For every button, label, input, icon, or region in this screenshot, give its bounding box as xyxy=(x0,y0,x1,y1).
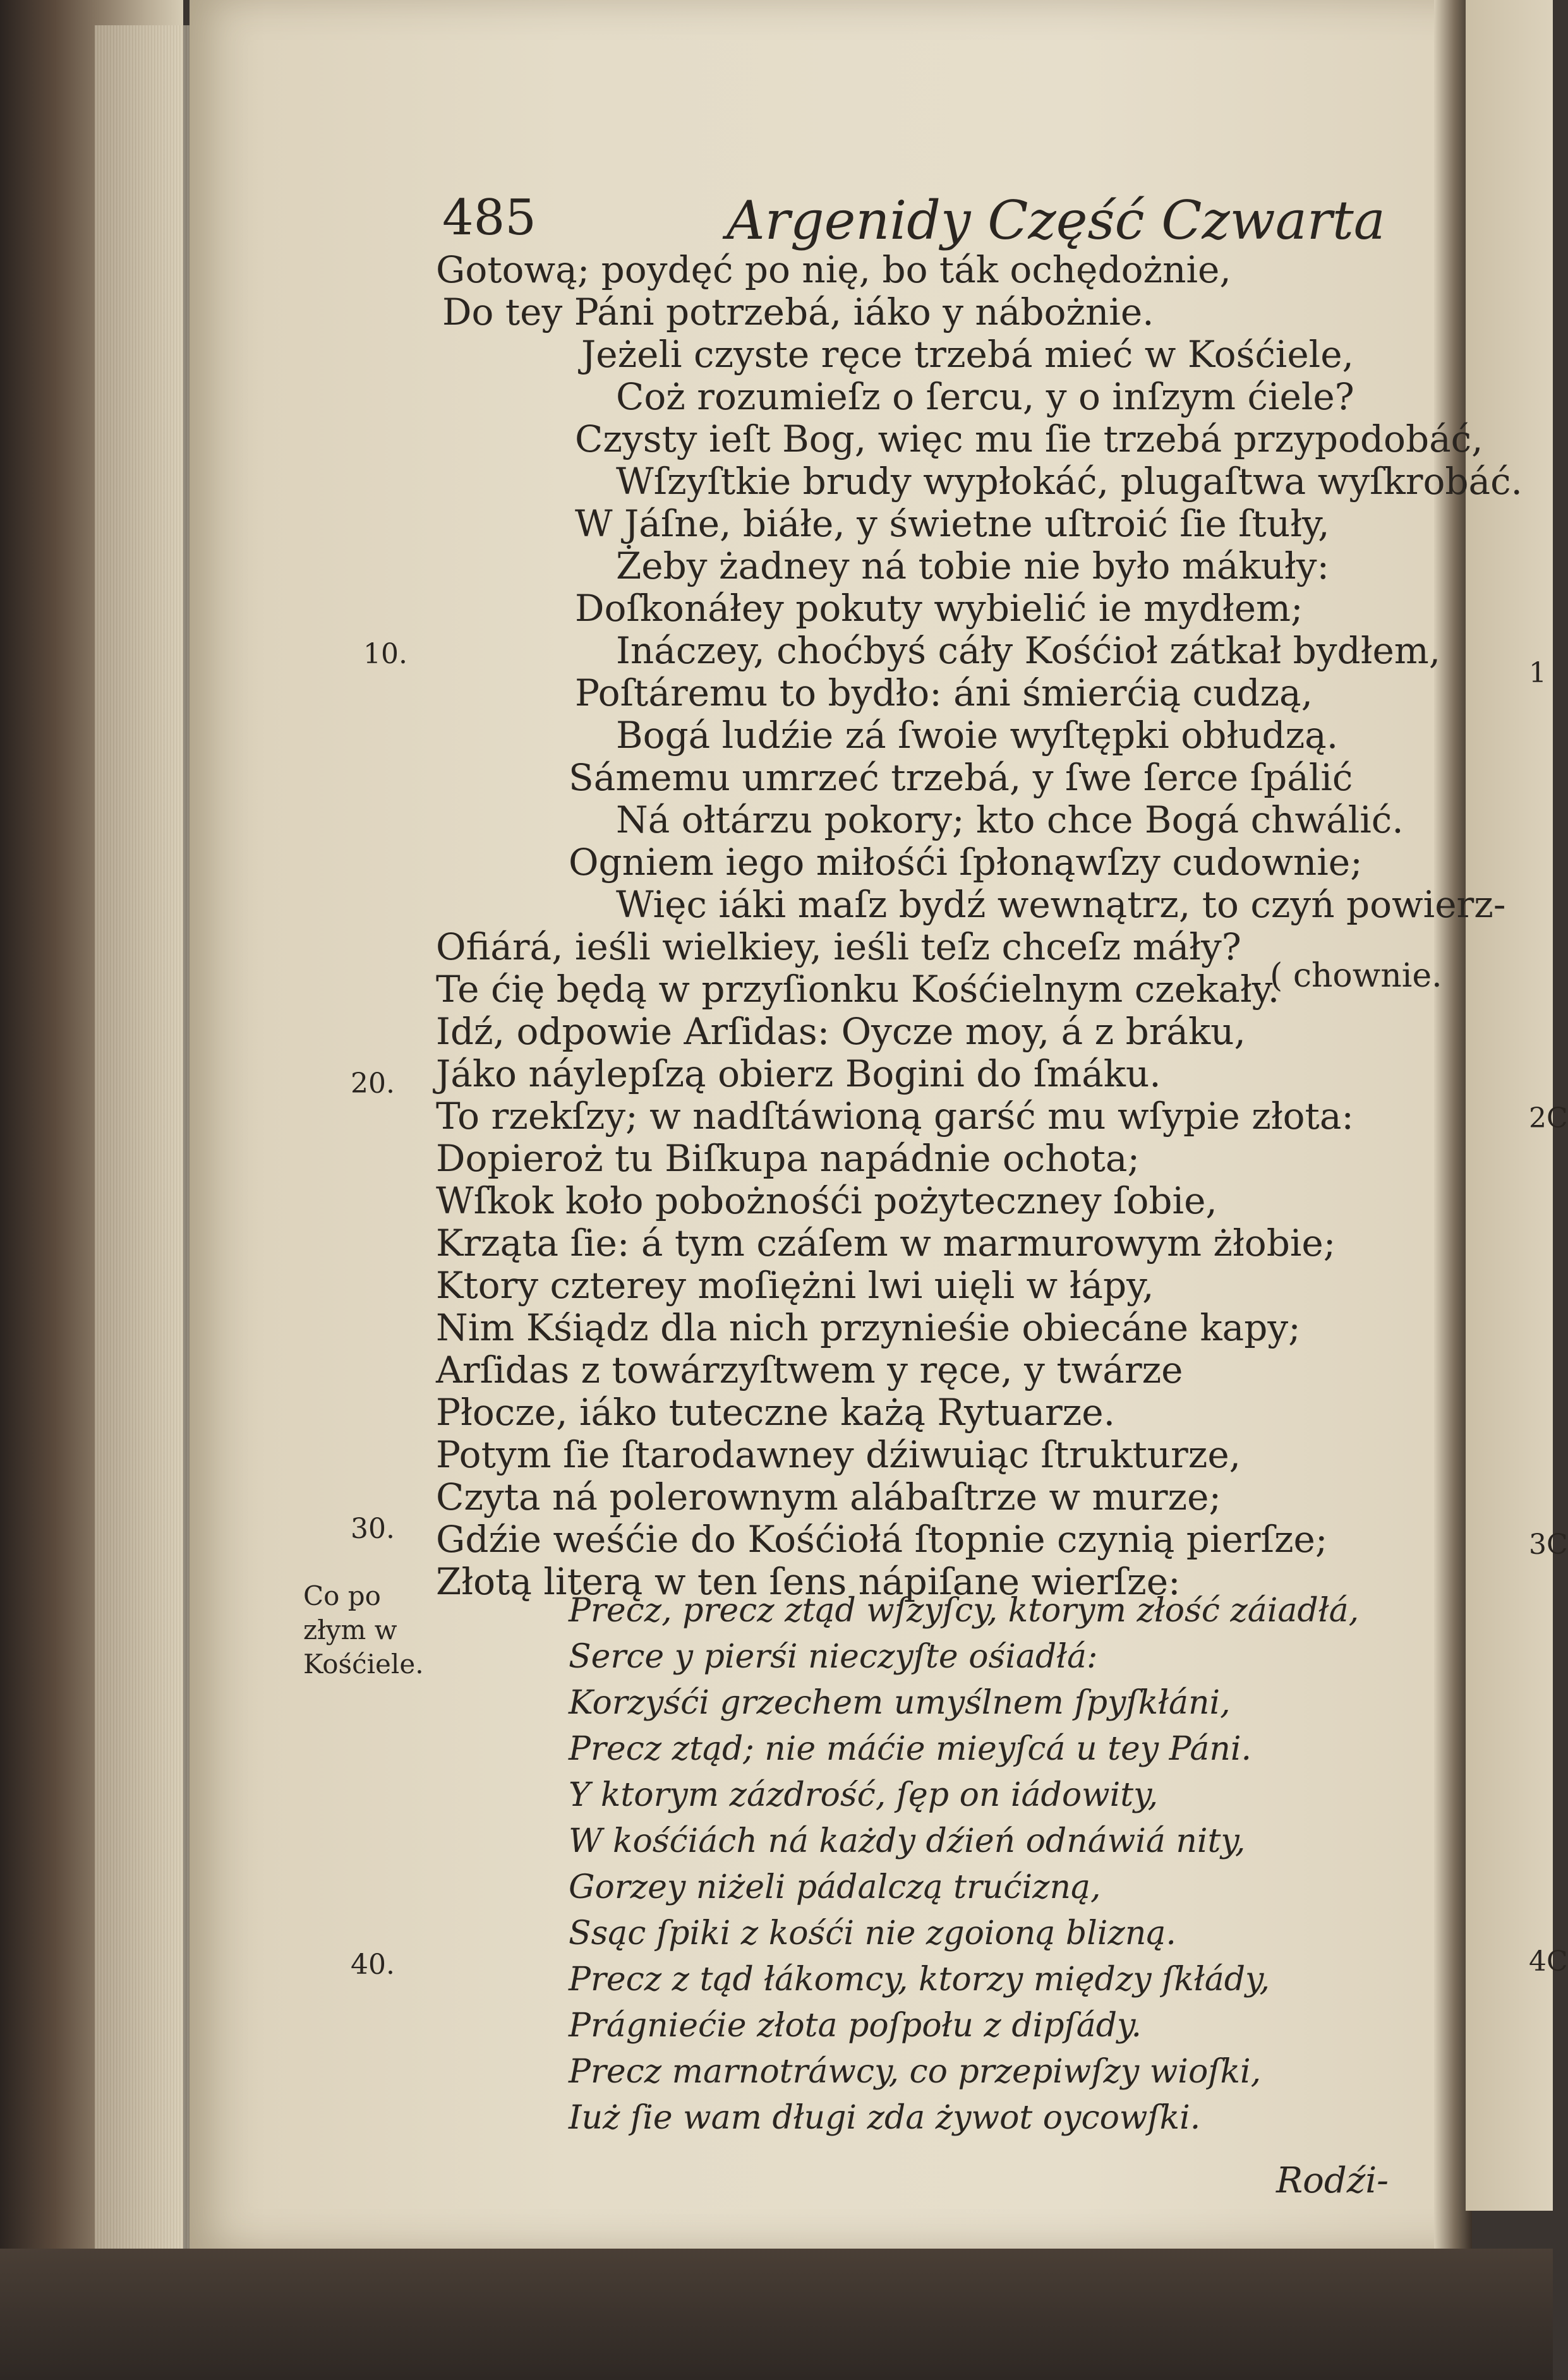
poem-line: Więc iáki maſz bydź wewnątrz, to czyń powierz- xyxy=(616,883,1506,926)
poem-line: Ináczey, choćbyś cáły Kośćioł zátkał bydłem, xyxy=(616,629,1441,672)
marginal-note xyxy=(303,1579,424,1681)
poem-line: Czyta ná polerownym alábaſtrze w murze; xyxy=(436,1475,1221,1518)
page-edges xyxy=(95,25,202,2274)
next-page-line-number: 4C xyxy=(1529,1945,1568,1978)
poem-line: Złotą literą w ten ſens nápiſane wierſze: xyxy=(436,1560,1181,1603)
line-number: 40. xyxy=(351,1949,395,1981)
inscription-line: Serce y pierśi nieczyſte ośiadłá: xyxy=(569,1638,1098,1676)
running-title: Argenidy Część Czwarta xyxy=(727,189,1385,251)
line-continuation: ( chownie. xyxy=(1270,957,1442,995)
next-page-line-number: 3C xyxy=(1529,1529,1568,1561)
poem-line: Wſkok koło pobożnośći pożyteczney ſobie, xyxy=(436,1179,1217,1222)
poem-line: Potym ſie ſtarodawney dźiwuiąc ſtrukturze, xyxy=(436,1433,1241,1476)
poem-line: Gdźie weśćie do Kośćiołá ſtopnie czynią pierſze; xyxy=(436,1518,1328,1561)
poem-line: Czysty ieſt Bog, więc mu ſie trzebá przypodobáć, xyxy=(575,418,1483,460)
poem-line: Wſzyſtkie brudy wypłokáć, plugaſtwa wyſkrobáć. xyxy=(616,460,1523,503)
poem-line: W Jáſne, biáłe, y świetne uſtroić ſie ſtuły, xyxy=(575,502,1330,545)
inscription-line: W kośćiách ná każdy dźień odnáwiá nity, xyxy=(569,1822,1246,1860)
poem-line: Do tey Páni potrzebá, iáko y nábożnie. xyxy=(442,291,1154,334)
line-number: 30. xyxy=(351,1513,395,1545)
poem-line: Arſidas z towárzyſtwem y ręce, y twárze xyxy=(436,1349,1183,1391)
inscription-line: Precz z tąd łákomcy, ktorzy między ſkłády, xyxy=(569,1961,1270,1998)
poem-line: Poſtáremu to bydło: áni śmierćią cudzą, xyxy=(575,671,1313,714)
inscription-line: Precz ztąd; nie máćie mieyſcá u tey Páni. xyxy=(569,1730,1251,1768)
poem-line: Ofiárá, ieśli wielkiey, ieśli teſz chceſz máły? xyxy=(436,925,1241,968)
inscription-line: Precz, precz ztąd wſzyſcy, ktorym złość záiadłá, xyxy=(569,1592,1360,1630)
poem-line: Ogniem iego miłośći ſpłonąwſzy cudownie; xyxy=(569,841,1363,884)
poem-line: Idź, odpowie Arſidas: Oycze moy, á z bráku, xyxy=(436,1010,1246,1053)
inscription-line: Ssąc ſpiki z kośći nie zgoioną blizną. xyxy=(569,1914,1176,1952)
poem-line: Ná ołtárzu pokory; kto chce Bogá chwálić. xyxy=(616,798,1404,841)
poem-line: Nim Kśiądz dla nich przynieśie obiecáne kapy; xyxy=(436,1306,1301,1349)
scan-background xyxy=(0,2249,1553,2380)
marginal-note-line: Kośćiele. xyxy=(303,1649,424,1680)
inscription-line: Korzyśći grzechem umyślnem ſpyſkłáni, xyxy=(569,1684,1231,1722)
line-number: 10. xyxy=(363,638,407,670)
poem-line: Ktory czterey moſiężni lwi uięli w łápy, xyxy=(436,1264,1154,1307)
poem-line: Te ćię będą w przyſionku Kośćielnym czekały. xyxy=(436,968,1280,1011)
inscription-line: Y ktorym zázdrość, ſęp on iádowity, xyxy=(569,1776,1159,1814)
poem-line: Bogá ludźie zá ſwoie wyſtępki obłudzą. xyxy=(616,714,1339,757)
page-number: 485 xyxy=(442,189,536,246)
poem-line: Krząta ſie: á tym czáſem w marmurowym żłobie; xyxy=(436,1222,1336,1265)
poem-line: To rzekſzy; w nadſtáwioną garść mu wſypie złota: xyxy=(436,1095,1354,1138)
poem-line: Gotową; poydęć po nię, bo ták ochędożnie, xyxy=(436,248,1231,291)
inscription-line: Prágniećie złota poſpołu z dipſády. xyxy=(569,2007,1142,2045)
poem-line: Sámemu umrzeć trzebá, y ſwe ſerce ſpálić xyxy=(569,756,1353,799)
poem-line: Coż rozumieſz o ſercu, y o inſzym ćiele? xyxy=(616,375,1354,418)
poem-line: Żeby żadney ná tobie nie było mákuły: xyxy=(616,544,1330,587)
inscription-line: Precz marnotráwcy, co przepiwſzy wioſki, xyxy=(569,2053,1262,2091)
marginal-note-line: Co po xyxy=(303,1580,381,1611)
poem-line: Dopieroż tu Biſkupa napádnie ochota; xyxy=(436,1137,1140,1180)
marginal-note-line: złym w xyxy=(303,1614,397,1645)
inscription-line: Gorzey niżeli pádalczą trućizną, xyxy=(569,1868,1101,1906)
inscription-line: Iuż ſie wam długi zda żywot oycowſki. xyxy=(569,2099,1201,2137)
poem-line: Płocze, iáko tuteczne każą Rytuarze. xyxy=(436,1391,1116,1434)
catchword: Rodźi- xyxy=(1276,2160,1389,2201)
next-page-line-number: 2C xyxy=(1529,1102,1568,1134)
poem-line: Jáko náylepſzą obierz Bogini do ſmáku. xyxy=(436,1052,1161,1095)
poem-line: Jeżeli czyste ręce trzebá mieć w Kośćiele, xyxy=(581,333,1354,376)
poem-line: Doſkonáłey pokuty wybielić ie mydłem; xyxy=(575,587,1303,630)
line-number: 20. xyxy=(351,1067,395,1100)
next-page-line-number: 1 xyxy=(1529,657,1547,689)
